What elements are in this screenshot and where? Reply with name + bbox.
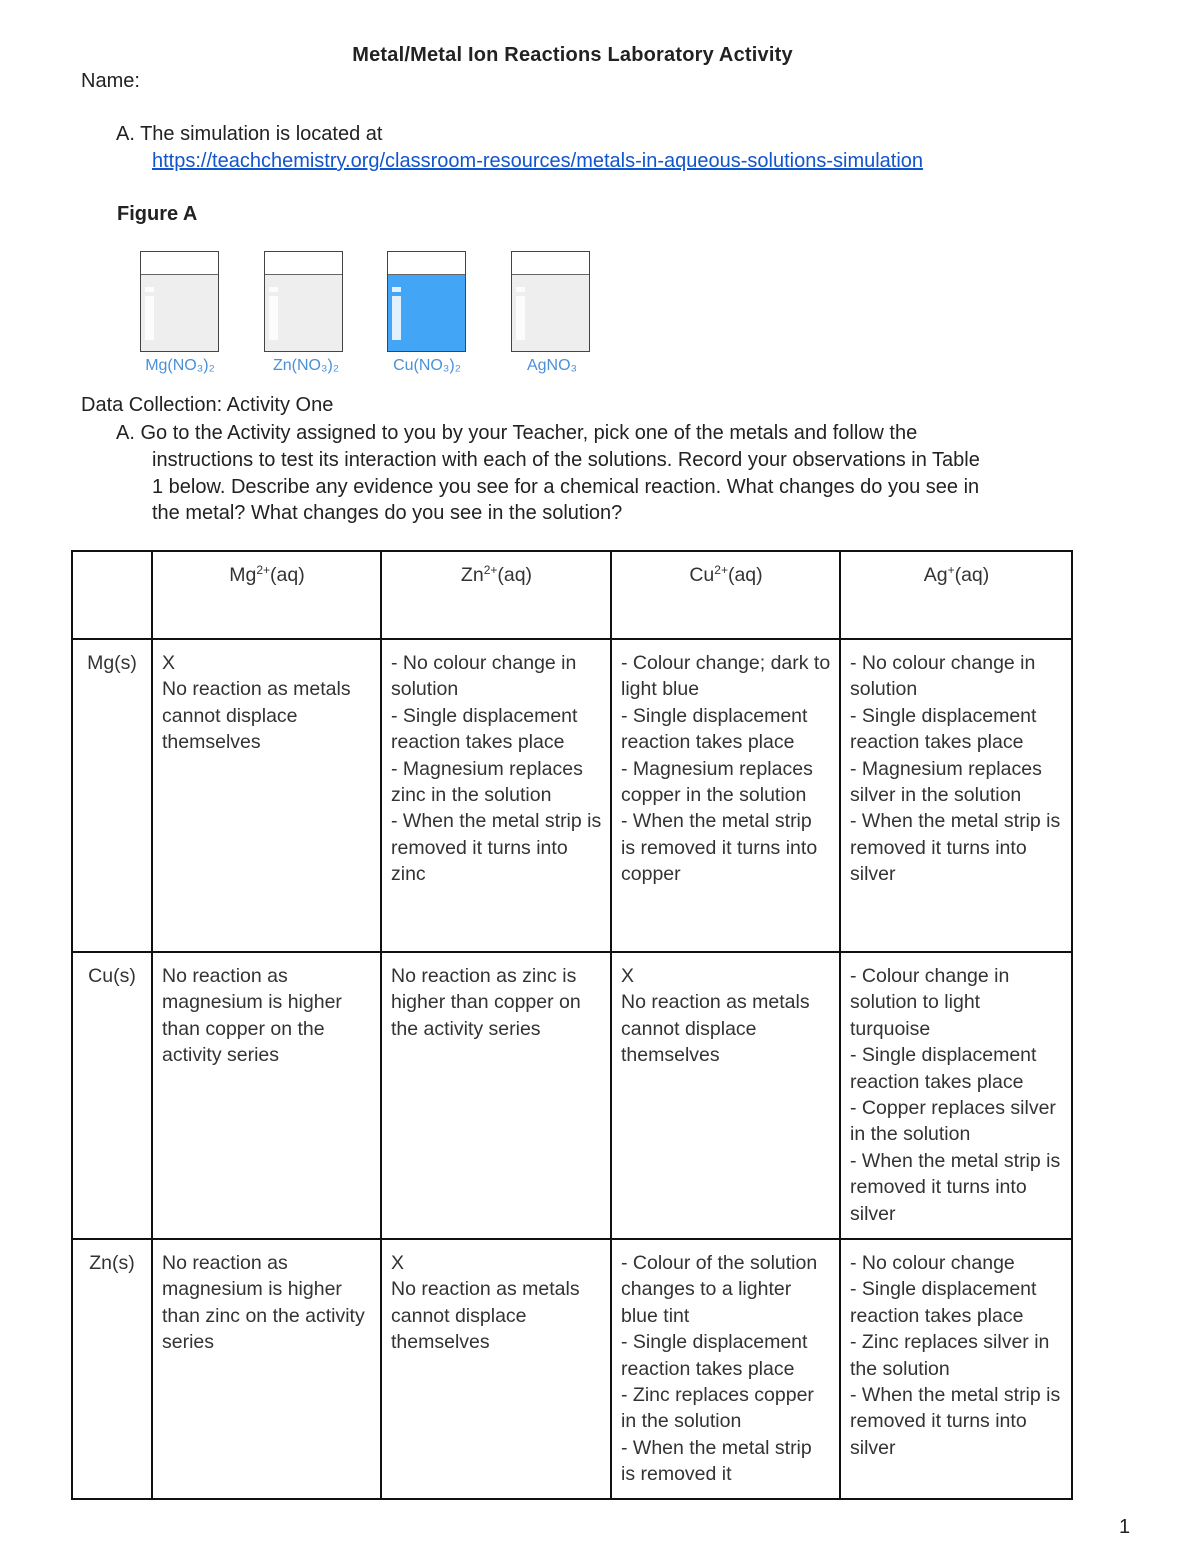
metal-strip-icon	[516, 296, 525, 340]
table-row-mg	[72, 639, 1072, 952]
simulation-intro: A. The simulation is located at	[116, 123, 383, 145]
metal-strip-icon	[269, 296, 278, 340]
table-cell: No reaction as zinc is higher than copper on the activity series	[381, 952, 611, 1239]
table-cell: - No colour change in solution - Single displacement reaction takes place - Magnesium replaces zinc in the solution - When the metal strip is removed it turns into zinc	[381, 639, 611, 952]
table-header-row	[72, 551, 1072, 639]
table-corner-cell	[72, 551, 152, 639]
table-cell: X No reaction as metals cannot displace themselves	[381, 1239, 611, 1499]
row-header-zn: Zn(s)	[72, 1239, 152, 1499]
name-label: Name:	[81, 70, 140, 92]
page-number: 1	[1119, 1516, 1131, 1538]
table-cell: - Colour change; dark to light blue - Single displacement reaction takes place - Magnesium replaces copper in the solution - When the metal strip is removed it turns into copper	[611, 639, 840, 952]
column-header-ag-ion: Ag+(aq)	[840, 551, 1072, 639]
beaker-zn-nitrate	[264, 251, 343, 352]
simulation-link[interactable]: https://teachchemistry.org/classroom-resources/metals-in-aqueous-solutions-simulation	[152, 150, 924, 172]
metal-strip-icon	[392, 296, 401, 340]
instruction-line: instructions to test its interaction with each of the solutions. Record your observations in Table	[152, 448, 980, 471]
data-collection-heading: Data Collection: Activity One	[81, 394, 334, 416]
table-cell: - Colour of the solution changes to a lighter blue tint - Single displacement reaction takes place - Zinc replaces copper in the solution - When the metal strip is removed it	[611, 1239, 840, 1499]
beaker-mg-nitrate	[140, 251, 219, 352]
figure-label: Figure A	[117, 203, 198, 225]
table-cell: - Colour change in solution to light turquoise - Single displacement reaction takes place - Copper replaces silver in the solution - When the metal strip is removed it turns into silver	[840, 952, 1072, 1239]
beaker-label-cu: Cu(NO₃)₂	[393, 357, 461, 374]
row-header-cu: Cu(s)	[72, 952, 152, 1239]
beaker-label-mg: Mg(NO₃)₂	[145, 357, 215, 374]
column-header-zn-ion: $Zn^{2+}(aq)$	[381, 551, 611, 639]
instructions	[116, 420, 1076, 527]
table-row-cu	[72, 952, 1072, 1239]
document-title: Metal/Metal Ion Reactions Laboratory Activity	[352, 44, 793, 66]
table-cell: - No colour change - Single displacement reaction takes place - Zinc replaces silver in the solution - When the metal strip is removed it turns into silver	[840, 1239, 1072, 1499]
instruction-line: 1 below. Describe any evidence you see for a chemical reaction. What changes do you see in	[152, 475, 980, 498]
table-cell: X No reaction as metals cannot displace themselves	[152, 639, 381, 952]
row-header-mg: Mg(s)	[72, 639, 152, 952]
column-header-cu-ion: $Cu^{2+}(aq)$	[611, 551, 840, 639]
beaker-label-ag: AgNO₃	[526, 357, 578, 374]
metal-strip-icon	[145, 296, 154, 340]
instruction-line: the metal? What changes do you see in the solution?	[152, 502, 623, 525]
table-cell: X No reaction as metals cannot displace themselves	[611, 952, 840, 1239]
instruction-line: A. Go to the Activity assigned to you by your Teacher, pick one of the metals and follow the	[116, 422, 918, 444]
table-cell: - No colour change in solution - Single displacement reaction takes place - Magnesium replaces silver in the solution - When the metal strip is removed it turns into silver	[840, 639, 1072, 952]
beaker-cu-nitrate	[387, 251, 466, 352]
observations-table	[71, 550, 1073, 1500]
table-cell: No reaction as magnesium is higher than copper on the activity series	[152, 952, 381, 1239]
column-header-mg-ion: $Mg^{2+}(aq)$	[152, 551, 381, 639]
beaker-label-zn: Zn(NO₃)₂	[272, 357, 340, 374]
table-cell: No reaction as magnesium is higher than zinc on the activity series	[152, 1239, 381, 1499]
beaker-ag-nitrate	[511, 251, 590, 352]
table-row-zn	[72, 1239, 1072, 1499]
